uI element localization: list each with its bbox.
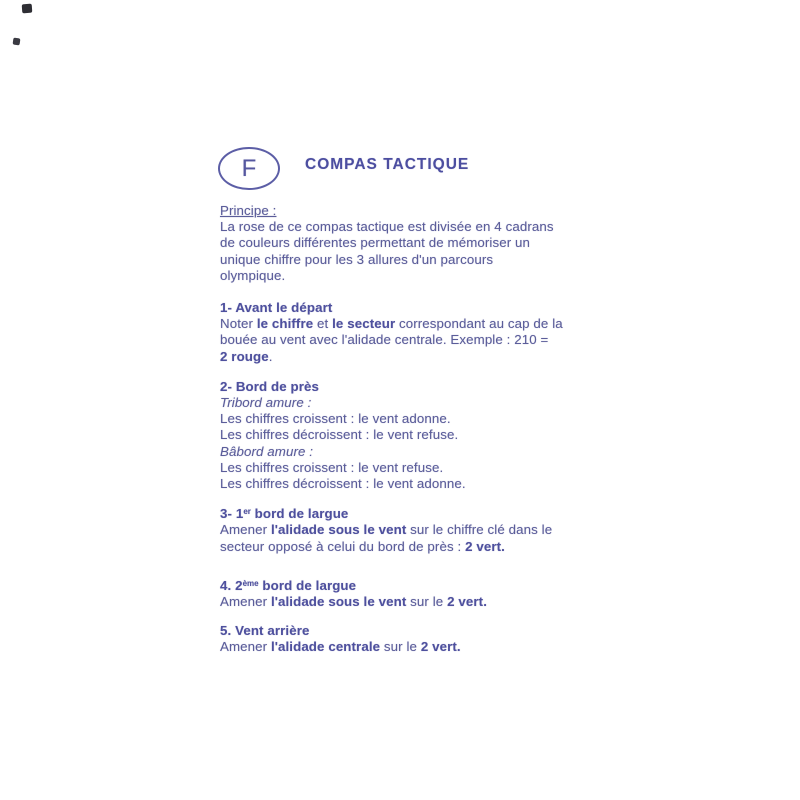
heading-segment: 4. 2 <box>220 577 243 593</box>
heading-segment: 3- 1 <box>220 506 244 522</box>
body-line: Les chiffres décroissent : le vent refuse. <box>220 427 459 443</box>
text-segment-bold: le chiffre <box>256 316 314 332</box>
heading-superscript: er <box>243 507 251 517</box>
scan-artifact-mark <box>22 4 33 14</box>
section-deuxieme-bord-de-largue <box>220 576 592 610</box>
section-heading <box>220 576 592 594</box>
body-line <box>220 522 592 538</box>
body-line: La rose de ce compas tactique est divisée en 4 cadrans <box>220 219 554 235</box>
text-segment-bold: 2 rouge <box>220 348 269 364</box>
section-heading <box>220 504 592 522</box>
text-segment: sur le <box>406 594 448 610</box>
principe-heading <box>220 203 592 219</box>
body-line <box>220 316 592 332</box>
text-segment: secteur opposé à celui du bord de près : <box>220 538 466 554</box>
body-line: de couleurs différentes permettant de mémoriser un <box>220 235 531 251</box>
body-line: Les chiffres croissent : le vent adonne. <box>220 411 451 427</box>
text-segment-bold: 2 vert. <box>447 594 487 610</box>
section-premier-bord-de-largue <box>220 504 592 555</box>
body-line: Les chiffres croissent : le vent refuse. <box>220 459 444 475</box>
text-segment-bold: l'alidade sous le vent <box>270 594 407 610</box>
text-segment: correspondant au cap de la <box>395 316 563 332</box>
body-line <box>220 639 592 655</box>
text-segment-bold: le secteur <box>332 316 396 332</box>
text-segment: et <box>313 316 333 332</box>
section-heading: 5. Vent arrière <box>220 623 310 639</box>
text-segment: sur le <box>380 639 421 655</box>
document-text-column <box>220 203 592 656</box>
body-line: olympique. <box>220 267 286 283</box>
text-segment: sur le chiffre clé dans le <box>406 522 553 538</box>
principe-block <box>220 203 592 284</box>
body-line-italic: Tribord amure : <box>220 395 312 411</box>
f-oval-badge <box>218 147 280 190</box>
text-segment: . <box>268 348 273 364</box>
body-line: unique chiffre pour les 3 allures d'un parcours <box>220 251 494 267</box>
text-segment-bold: l'alidade sous le vent <box>270 522 407 538</box>
text-segment: Amener <box>220 639 271 655</box>
text-segment-bold: 2 vert. <box>420 639 461 655</box>
body-line: Les chiffres décroissent : le vent adonne. <box>220 476 466 492</box>
text-segment: Amener <box>220 594 271 610</box>
body-line <box>220 594 592 610</box>
heading-superscript: ème <box>242 578 259 588</box>
text-segment-bold: l'alidade centrale <box>270 639 381 655</box>
text-segment-bold: 2 vert. <box>465 538 505 554</box>
section-bord-de-pres <box>220 379 592 492</box>
principe-heading-text: Principe : <box>220 203 277 218</box>
f-letter: F <box>241 154 257 182</box>
body-line: bouée au vent avec l'alidade centrale. Exemple : 210 = <box>220 332 549 348</box>
section-heading: 1- Avant le départ <box>220 300 333 316</box>
page-title: COMPAS TACTIQUE <box>305 156 470 173</box>
heading-segment: bord de largue <box>250 506 349 522</box>
body-line <box>220 349 592 365</box>
section-heading: 2- Bord de près <box>220 378 320 394</box>
body-line-italic: Bâbord amure : <box>220 443 314 459</box>
section-avant-le-depart <box>220 300 592 365</box>
section-vent-arriere <box>220 623 592 655</box>
heading-segment: bord de largue <box>258 577 357 593</box>
text-segment: Noter <box>220 316 257 332</box>
scan-artifact-mark <box>13 38 21 46</box>
text-segment: Amener <box>220 522 271 538</box>
body-line <box>220 539 592 555</box>
